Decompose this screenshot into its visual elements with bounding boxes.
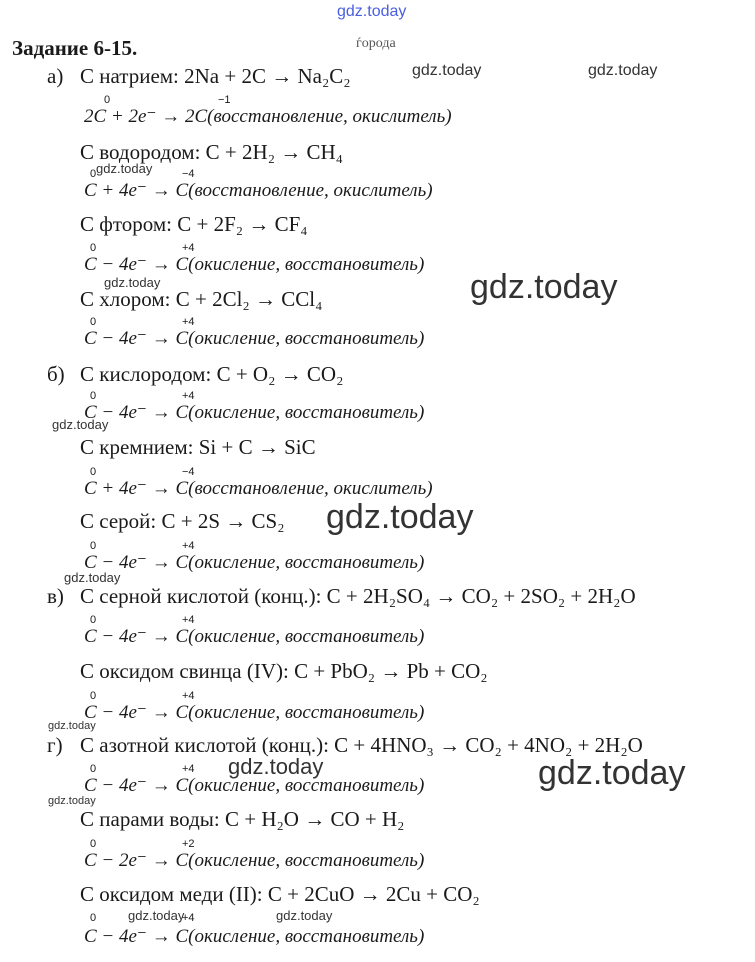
watermark: gdz.today <box>326 498 474 536</box>
electron-equation <box>84 850 424 872</box>
ox-right: +4 <box>182 912 195 924</box>
reaction-label: С азотной кислотой (конц.): <box>80 733 329 757</box>
electron-equation <box>84 926 424 948</box>
electron-equation <box>84 626 424 648</box>
ox-left: 0 <box>90 838 97 850</box>
ox-right: +4 <box>182 690 195 702</box>
ox-left: 0 <box>90 390 97 402</box>
watermark: gdz.today <box>48 795 96 807</box>
electron-note: (восстановление, окислитель) <box>207 106 452 127</box>
ox-right: +4 <box>182 614 195 626</box>
reaction-9 <box>80 659 488 683</box>
electron-equation <box>84 254 424 276</box>
electron-balance: C − 4e⁻ → C <box>84 775 189 796</box>
reaction-label: С хлором: <box>80 287 171 311</box>
electron-balance: 2C + 2e⁻ → 2C <box>84 106 208 127</box>
electron-equation <box>84 478 433 500</box>
ox-left: 0 <box>90 168 97 180</box>
ox-right: −1 <box>218 94 231 106</box>
reaction-11 <box>80 807 404 831</box>
electron-balance: C − 4e⁻ → C <box>84 702 189 723</box>
reaction-12 <box>80 882 480 906</box>
electron-balance: C + 4e⁻ → C <box>84 180 189 201</box>
reaction-formula: C + 2S → CS₂ <box>161 509 285 533</box>
watermark: gdz.today <box>276 908 333 923</box>
watermark: gdz.today <box>228 754 324 779</box>
watermark: gdz.today <box>128 908 185 923</box>
reaction-8 <box>80 584 636 608</box>
reaction-formula: C + 2H₂ → CH₄ <box>205 140 344 164</box>
reaction-formula: C + 2CuO → 2Cu + CO₂ <box>267 882 480 906</box>
electron-equation <box>84 328 424 350</box>
ox-right: +4 <box>182 316 195 328</box>
reaction-label: С серой: <box>80 509 157 533</box>
reaction-formula: C + O₂ → CO₂ <box>216 362 344 386</box>
ox-left: 0 <box>90 242 97 254</box>
electron-note: (окисление, восстановитель) <box>188 626 425 647</box>
electron-balance: C − 4e⁻ → C <box>84 402 189 423</box>
electron-balance: C − 4e⁻ → C <box>84 254 189 275</box>
reaction-label: С натрием: <box>80 64 179 88</box>
ox-left: 0 <box>104 94 111 106</box>
electron-balance: C + 4e⁻ → C <box>84 478 189 499</box>
ox-left: 0 <box>90 614 97 626</box>
section-label-v: в) <box>47 584 64 608</box>
electron-equation <box>84 702 424 724</box>
ox-left: 0 <box>90 316 97 328</box>
ox-right: −4 <box>182 466 195 478</box>
reaction-label: С кремнием: <box>80 435 194 459</box>
header-fragment: ѓорода <box>356 36 396 51</box>
electron-balance: C − 4e⁻ → C <box>84 552 189 573</box>
ox-right: +4 <box>182 390 195 402</box>
watermark: gdz.today <box>52 417 109 432</box>
reaction-formula: C + PbO₂ → Pb + CO₂ <box>294 659 488 683</box>
reaction-label: С водородом: <box>80 140 201 164</box>
section-label-g: г) <box>47 733 63 757</box>
reaction-formula: C + 4HNO₃ → CO₂ + 4NO₂ + 2H₂O <box>334 733 643 757</box>
ox-left: 0 <box>90 466 97 478</box>
section-label-b: б) <box>47 362 65 386</box>
electron-equation <box>84 552 424 574</box>
page-title: Задание 6-15. <box>12 36 138 60</box>
watermark: gdz.today <box>48 720 96 732</box>
reaction-3 <box>80 212 308 236</box>
electron-note: (окисление, восстановитель) <box>188 328 425 349</box>
electron-note: (окисление, восстановитель) <box>188 552 425 573</box>
electron-note: (восстановление, окислитель) <box>188 478 433 499</box>
reaction-label: С парами воды: <box>80 807 220 831</box>
reaction-label: С оксидом свинца (IV): <box>80 659 289 683</box>
section-label-a: а) <box>47 64 64 88</box>
watermark: gdz.today <box>96 161 153 176</box>
reaction-6 <box>80 435 316 459</box>
ox-right: +2 <box>182 838 195 850</box>
watermark-top: gdz.today <box>337 3 407 20</box>
watermark: gdz.today <box>588 62 658 79</box>
ox-left: 0 <box>90 912 97 924</box>
electron-balance: C − 4e⁻ → C <box>84 926 189 947</box>
reaction-4 <box>80 287 322 311</box>
reaction-label: С оксидом меди (II): <box>80 882 263 906</box>
watermark: gdz.today <box>104 275 161 290</box>
reaction-formula: C + 2H₂SO₄ → CO₂ + 2SO₂ + 2H₂O <box>326 584 636 608</box>
ox-left: 0 <box>90 763 97 775</box>
ox-right: +4 <box>182 763 195 775</box>
ox-left: 0 <box>90 540 97 552</box>
electron-equation <box>84 106 452 128</box>
reaction-label: С кислородом: <box>80 362 212 386</box>
ox-right: +4 <box>182 242 195 254</box>
reaction-formula: Si + C → SiC <box>198 435 316 459</box>
ox-left: 0 <box>90 690 97 702</box>
electron-note: (окисление, восстановитель) <box>188 926 425 947</box>
electron-note: (восстановление, окислитель) <box>188 180 433 201</box>
electron-balance: C − 2e⁻ → C <box>84 850 189 871</box>
reaction-7 <box>80 509 285 533</box>
reaction-formula: C + 2Cl₂ → CCl₄ <box>175 287 323 311</box>
watermark: gdz.today <box>64 570 121 585</box>
watermark: gdz.today <box>538 754 686 792</box>
ox-right: +4 <box>182 540 195 552</box>
reaction-1 <box>80 64 351 88</box>
reaction-formula: C + 2F₂ → CF₄ <box>177 212 308 236</box>
electron-balance: C − 4e⁻ → C <box>84 626 189 647</box>
electron-equation <box>84 180 433 202</box>
electron-note: (окисление, восстановитель) <box>188 775 425 796</box>
reaction-5 <box>80 362 343 386</box>
watermark: gdz.today <box>470 268 618 306</box>
ox-right: −4 <box>182 168 195 180</box>
electron-equation <box>84 402 424 424</box>
reaction-formula: 2Na + 2C → Na₂C₂ <box>184 64 351 88</box>
reaction-label: С фтором: <box>80 212 172 236</box>
electron-balance: C − 4e⁻ → C <box>84 328 189 349</box>
electron-note: (окисление, восстановитель) <box>188 702 425 723</box>
electron-note: (окисление, восстановитель) <box>188 254 425 275</box>
electron-note: (окисление, восстановитель) <box>188 402 425 423</box>
reaction-label: С серной кислотой (конц.): <box>80 584 322 608</box>
watermark: gdz.today <box>412 62 482 79</box>
reaction-formula: C + H₂O → CO + H₂ <box>224 807 405 831</box>
electron-note: (окисление, восстановитель) <box>188 850 425 871</box>
